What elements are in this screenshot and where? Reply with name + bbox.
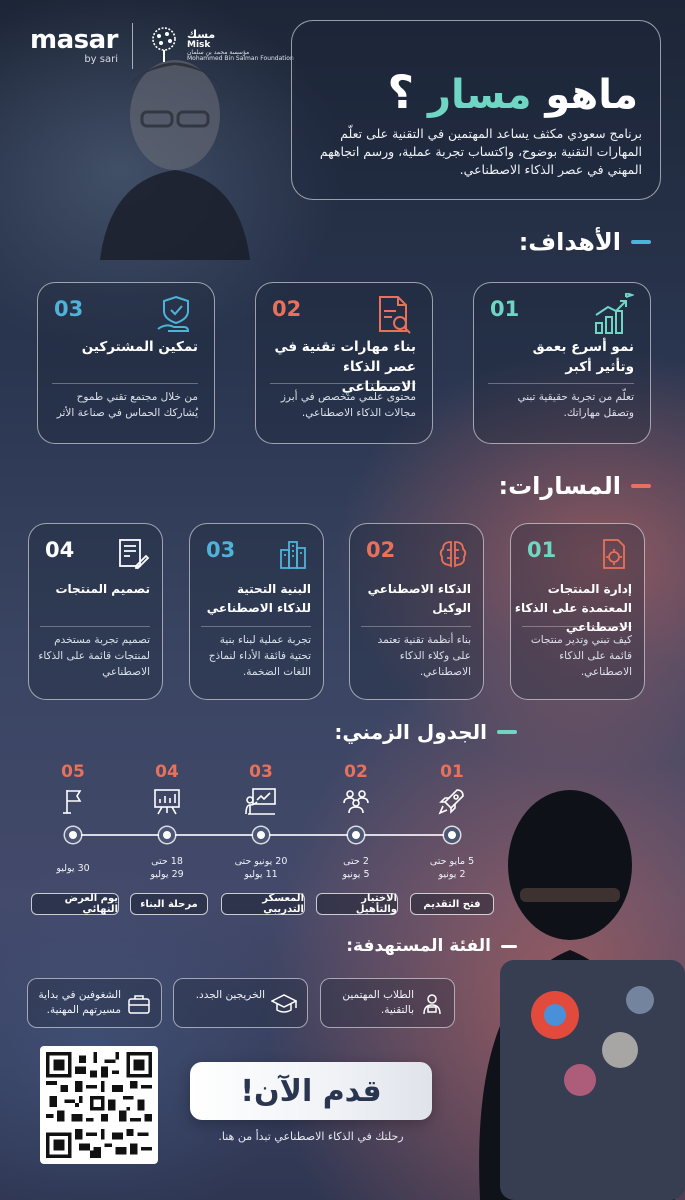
stage-date: 30 يوليو xyxy=(56,863,90,874)
design-document-icon xyxy=(114,536,150,572)
stage-dot xyxy=(65,827,81,843)
stage-dot xyxy=(348,827,364,843)
misk-logo: مسك Misk مؤسسة محمد بن سلمان Mohammed Bin Salman Foundation xyxy=(147,26,294,66)
stage-dot xyxy=(253,827,269,843)
stage-label: فتح التقديم xyxy=(410,893,494,915)
track-card-1: 01 إدارة المنتجات المعتمدة على الذكاء الاصطناعي كيف تبني وتدير منتجات قائمة على الذكاء الاصطناعي. xyxy=(510,523,645,700)
logo-divider xyxy=(132,23,133,69)
goal-card-divider xyxy=(488,383,634,384)
audience-card-graduates: الخريجين الجدد. xyxy=(173,978,308,1028)
goals-heading: الأهداف: xyxy=(519,228,651,256)
hero-box xyxy=(291,20,661,200)
audience-card-students: الطلاب المهتمين بالتقنية. xyxy=(320,978,455,1028)
board-chart-icon xyxy=(142,786,192,816)
cta-subtitle: رحلتك في الذكاء الاصطناعي تبدأ من هنا. xyxy=(218,1130,404,1143)
stage-label: مرحلة البناء xyxy=(130,893,208,915)
track-card-divider xyxy=(522,626,632,627)
stage-number: 05 xyxy=(61,762,85,782)
stage-label: الاختيار والتأهيل xyxy=(316,893,398,915)
goal-card-divider xyxy=(270,383,416,384)
city-buildings-icon xyxy=(275,536,311,572)
audience-card-passionate: الشغوفين في بداية مسيرتهم المهنية. xyxy=(27,978,162,1028)
track-card-divider xyxy=(40,626,150,627)
track-card-3: 03 البنية التحتية للذكاء الاصطناعي تجربة عملية لبناء بنية تحتية فائقة الأداء لنماذج اللغات الضخمة. xyxy=(189,523,324,700)
gear-document-icon xyxy=(596,536,632,572)
stage-date: 20 يونيو حتى 11 يوليو xyxy=(234,856,288,880)
graduation-cap-icon xyxy=(271,992,297,1016)
audience-heading: الفئة المستهدفة: xyxy=(346,936,517,956)
stage-number: 03 xyxy=(249,762,273,782)
track-card-2: 02 الذكاء الاصطناعي الوكيل بناء أنظمة تقنية تعتمد على وكلاء الذكاء الاصطناعي. xyxy=(349,523,484,700)
stage-date: 18 حتى 29 يوليو xyxy=(150,856,184,880)
goals-accent-bar xyxy=(631,240,651,244)
tracks-accent-bar xyxy=(631,484,651,488)
hero-description: برنامج سعودي مكثف يساعد المهتمين في التقنية على تعلّم المهارات التقنية بوضوح، واكتساب تجربة عملية، ورسم اتجاههم المهني في عصر الذكاء الاصطناعي. xyxy=(319,126,642,177)
audience-accent-bar xyxy=(501,945,517,948)
flag-icon xyxy=(48,786,98,816)
growth-chart-icon xyxy=(590,293,634,337)
briefcase-icon xyxy=(127,992,151,1016)
logo-row xyxy=(30,18,294,74)
stage-number: 02 xyxy=(344,762,368,782)
brain-circuit-icon xyxy=(435,536,471,572)
qr-code[interactable] xyxy=(40,1046,158,1164)
apply-now-button[interactable]: قدم الآن! xyxy=(190,1062,432,1120)
hero-title: ماهو مسار ؟ xyxy=(387,65,638,119)
stage-dot xyxy=(159,827,175,843)
tracks-heading: المسارات: xyxy=(498,472,651,500)
person-photo-bottom xyxy=(460,770,685,1200)
goal-card-2: 02 بناء مهارات تقنية في عصر الذكاء الاصطناعي محتوى علمي متخصص في أبرز مجالات الذكاء الاصطناعي. xyxy=(255,282,433,444)
stage-number: 01 xyxy=(440,762,464,782)
goal-card-3: 03 تمكين المشتركين من خلال مجتمع تقني طموح يُشاركك الحماس في صناعة الأثر xyxy=(37,282,215,444)
stage-label: المعسكر التدريبي xyxy=(221,893,305,915)
rocket-icon xyxy=(427,786,477,816)
shield-hand-icon xyxy=(154,293,198,337)
stage-date: 2 حتى 5 يونيو xyxy=(342,856,370,880)
presentation-icon xyxy=(236,786,286,816)
student-icon xyxy=(420,992,444,1016)
people-group-icon xyxy=(331,786,381,816)
document-search-icon xyxy=(372,293,416,337)
timeline-heading: الجدول الزمني: xyxy=(334,720,517,744)
goal-card-1: 01 نمو أسرع بعمق وتأثير أكبر تعلّم من تجربة حقيقية تبني وتصقل مهاراتك. xyxy=(473,282,651,444)
track-card-divider xyxy=(201,626,311,627)
stage-dot xyxy=(444,827,460,843)
timeline-accent-bar xyxy=(497,730,517,734)
tree-icon xyxy=(147,26,181,66)
track-card-divider xyxy=(361,626,471,627)
track-card-4: 04 تصميم المنتجات تصميم تجربة مستخدم لمنتجات قائمة على الذكاء الاصطناعي xyxy=(28,523,163,700)
masar-logo: masar by sari xyxy=(30,25,118,65)
stage-date: 5 مايو حتى 2 يونيو xyxy=(429,856,475,880)
stage-number: 04 xyxy=(155,762,179,782)
goal-card-divider xyxy=(52,383,198,384)
stage-label: يوم العرض النهائي xyxy=(31,893,119,915)
